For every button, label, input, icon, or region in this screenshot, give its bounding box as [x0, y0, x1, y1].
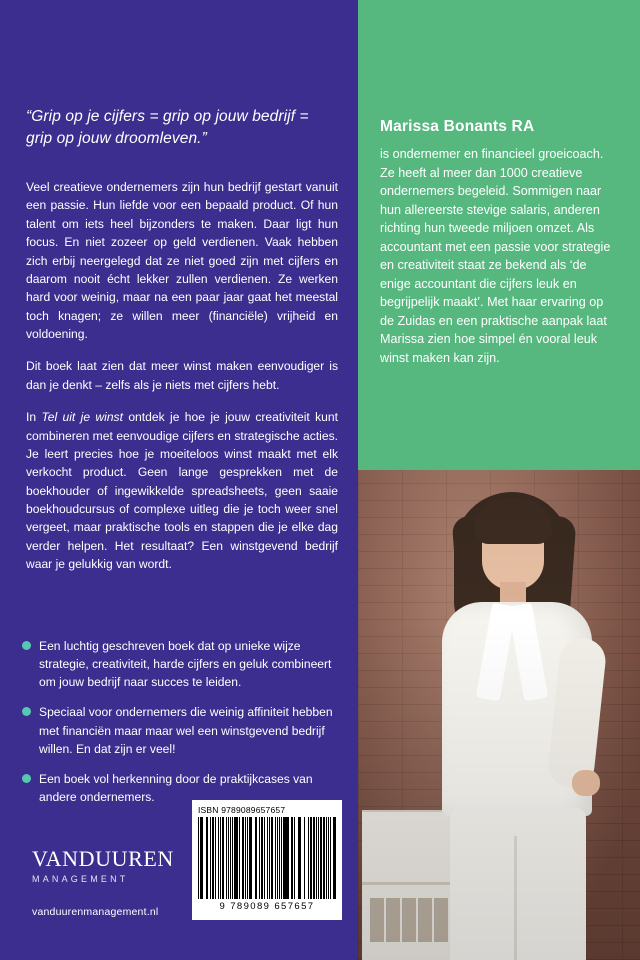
bullet-dot-icon [22, 641, 31, 650]
author-photo [358, 470, 640, 960]
blurb-paragraph-1: Veel creatieve ondernemers zijn hun bedrijf gestart vanuit een passie. Hun liefde voor een bepaald product. Of hun talent om iets heel bijzonders te maken. Daar ligt hun focus. En niet zozeer op geld verdienen. Vaak hebben zich erbij neergelegd dat ze niet goed zijn met cijfers en daarom nooit écht lekker zullen verdienen. Ze werken hard voor weinig, maar na een paar jaar gaat het meestal toch knagen; ze willen meer (financiële) vrijheid en voldoening. [26, 180, 338, 341]
hair-front [474, 498, 552, 544]
publisher-subtitle: MANAGEMENT [32, 874, 129, 884]
list-item-label: Een luchtig geschreven boek dat op unieke wijze strategie, creativiteit, harde cijfers en geluk combineert om jouw bedrijf naar succes te leiden. [39, 639, 332, 690]
list-item [22, 703, 342, 757]
pull-quote: “Grip op je cijfers = grip op jouw bedrijf = grip op jouw droomleven.” [26, 108, 309, 148]
publisher-name: VANDUUREN [32, 846, 174, 871]
blurb-text [26, 178, 338, 574]
publisher-website: vanduurenmanagement.nl [32, 906, 159, 918]
blurb-paragraph-2: Dit boek laat zien dat meer winst maken eenvoudiger is dan je denkt – zelfs als je niets met cijfers hebt. [26, 359, 338, 392]
bullet-dot-icon [22, 774, 31, 783]
hand [572, 770, 600, 796]
right-panel [358, 0, 640, 960]
list-item-label: Een boek vol herkenning door de praktijkcases van andere ondernemers. [39, 771, 313, 804]
white-trousers [450, 808, 586, 960]
author-bio: is ondernemer en financieel groeicoach. Ze heeft al meer dan 1000 creatieve ondernemers begeleid. Sommigen naar hun allereerste stevige salaris, anderen richting hun tweede miljoen omzet. Als accountant met een passie voor strategie en creativiteit staat ze bekend als ‘de enige accountant die cijfers leuk en begrijpelijk maakt’. Met haar ervaring op de Zuidas en een praktische aanpak laat Marissa zien hoe simpel én vooral leuk winst maken kan zijn. [380, 147, 611, 365]
barcode-digits: 9 789089 657657 [219, 901, 315, 912]
list-item-label: Speciaal voor ondernemers die weinig affiniteit hebben met financiën maar maar wel een winstgevend bedrijf willen. En dat zijn er veel! [39, 705, 333, 756]
bullet-list [22, 637, 342, 818]
bullet-dot-icon [22, 707, 31, 716]
isbn-label: ISBN 9789089657657 [198, 805, 286, 815]
person-figure [358, 470, 640, 960]
publisher-logo [32, 848, 174, 884]
author-name: Marissa Bonants RA [380, 118, 535, 135]
list-item [22, 637, 342, 691]
barcode-bars-icon [198, 817, 336, 899]
barcode [192, 800, 342, 920]
blurb-paragraph-3: In Tel uit je winst ontdek je hoe je jouw creativiteit kunt combineren met eenvoudige cijfers en strategische acties. Je leert precies hoe je moeiteloos winst maakt met elk verkocht product. Geen lange gesprekken met de boekhouder of ingewikkelde spreadsheets, geen saaie boekhoudcursus of complexe uitleg die je toch weer snel vergeet, maar praktische tools en stappen die je elke dag verder helpen. Het resultaat? Een winstgevend bedrijf waar je gelukkig van wordt. [26, 410, 338, 572]
author-info-block [358, 0, 640, 470]
